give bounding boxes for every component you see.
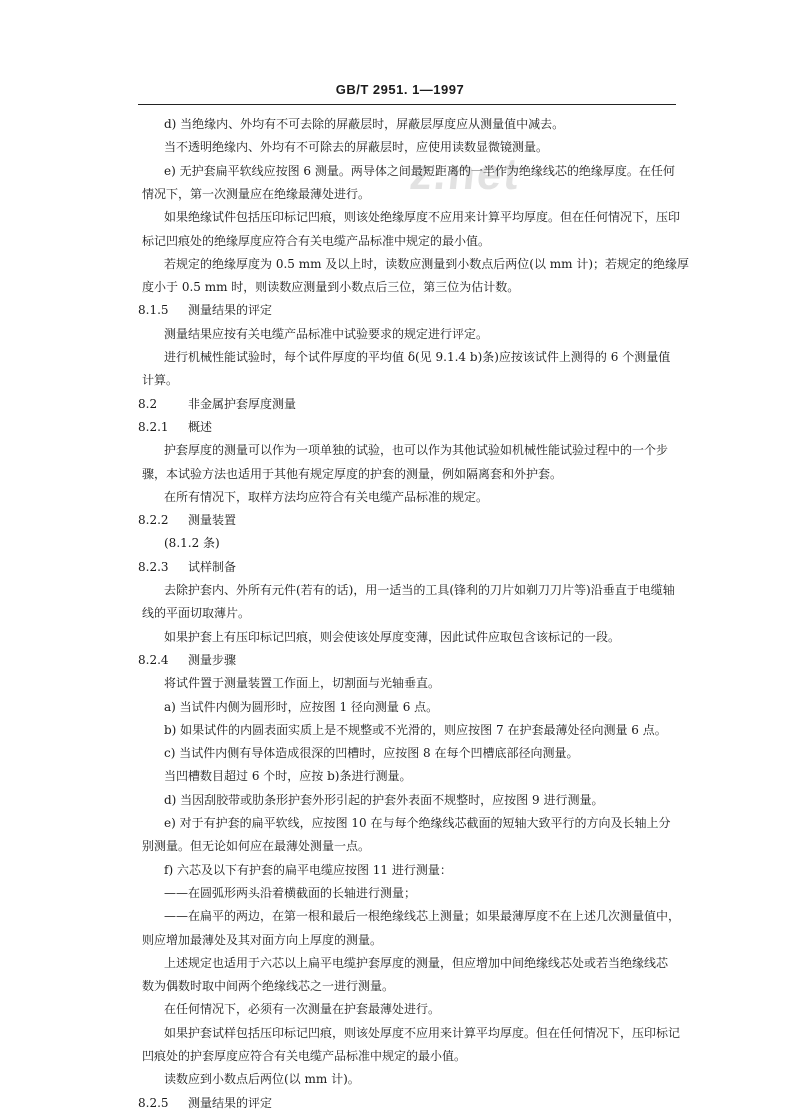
section-number: 8.2.3 — [138, 559, 169, 574]
paragraph-line: 如果绝缘试件包括压印标记凹痕，则该处绝缘厚度不应用来计算平均厚度。但在任何情况下，压印 — [164, 210, 681, 225]
section-number: 8.2 — [138, 396, 158, 411]
paragraph-line: b) 如果试件的内圆表面实质上是不规整或不光滑的，则应按图 7 在护套最薄处径向测量 6 点。 — [164, 722, 667, 737]
paragraph-line: a) 当试件内侧为圆形时，应按图 1 径向测量 6 点。 — [164, 699, 439, 714]
paragraph-line: 上述规定也适用于六芯以上扁平电缆护套厚度的测量，但应增加中间绝缘线芯处或若当绝缘线芯 — [164, 955, 669, 970]
paragraph-line: 将试件置于测量装置工作面上，切割面与光轴垂直。 — [164, 676, 441, 691]
section-heading — [138, 1093, 272, 1113]
section-title: 测量步骤 — [188, 652, 237, 667]
paragraph-line: 标记凹痕处的绝缘厚度应符合有关电缆产品标准中规定的最小值。 — [142, 233, 491, 248]
paragraph-line: 当凹槽数目超过 6 个时，应按 b)条进行测量。 — [164, 769, 412, 784]
section-title: 概述 — [188, 419, 213, 434]
section-heading — [138, 557, 236, 577]
section-number: 8.2.4 — [138, 652, 169, 667]
paragraph-line: 数为偶数时取中间两个绝缘线芯之一进行测量。 — [142, 979, 395, 994]
paragraph-line: 若规定的绝缘厚度为 0.5 mm 及以上时，读数应测量到小数点后两位(以 mm 计)；若规定的绝缘厚 — [164, 256, 690, 271]
section-number: 8.2.5 — [138, 1095, 169, 1110]
paragraph-line: 进行机械性能试验时，每个试件厚度的平均值 δ(见 9.1.4 b)条)应按该试件上测得的 6 个测量值 — [164, 350, 671, 364]
paragraph-line: 凹痕处的护套厚度应符合有关电缆产品标准中规定的最小值。 — [142, 1049, 467, 1063]
section-heading — [138, 417, 212, 437]
paragraph-line: c) 当试件内侧有导体造成很深的凹槽时，应按图 8 在每个凹槽底部径向测量。 — [164, 746, 579, 761]
paragraph-line: e) 对于有护套的扁平软线，应按图 10 在与每个绝缘线芯截面的短轴大致平行的方向及长轴上分 — [164, 816, 671, 830]
paragraph-line: 如果护套试样包括压印标记凹痕，则该处厚度不应用来计算平均厚度。但在任何情况下，压印标记 — [164, 1025, 681, 1040]
paragraph-line: 情况下，第一次测量应在绝缘最薄处进行。 — [142, 186, 371, 201]
paragraph-line: 线的平面切取薄片。 — [142, 606, 251, 621]
section-heading — [138, 394, 296, 414]
section-title: 非金属护套厚度测量 — [188, 396, 297, 411]
paragraph-line: 测量结果应按有关电缆产品标准中试验要求的规定进行评定。 — [164, 326, 489, 341]
watermark: z.net — [407, 150, 523, 199]
section-title: 试样制备 — [188, 559, 237, 574]
paragraph-line: e) 无护套扁平软线应按图 6 测量。两导体之间最短距离的一半作为绝缘线芯的绝缘厚度。在任何 — [164, 163, 675, 178]
paragraph-line: d) 当因刮胶带或肋条形护套外形引起的护套外表面不规整时，应按图 9 进行测量。 — [164, 792, 604, 807]
section-number: 8.2.2 — [138, 513, 169, 528]
header-rule — [138, 104, 676, 105]
paragraph-line: 去除护套内、外所有元件(若有的话)，用一适当的工具(锋利的刀片如剃刀刀片等)沿垂直于电缆轴 — [164, 583, 675, 597]
paragraph-line: 骤，本试验方法也适用于其他有规定厚度的护套的测量，例如隔离套和外护套。 — [142, 466, 563, 481]
paragraph-line: ——在扁平的两边，在第一根和最后一根绝缘线芯上测量；如果最薄厚度不在上述几次测量值中， — [164, 909, 681, 924]
paragraph-line: 计算。 — [142, 373, 179, 388]
paragraph-line: 在任何情况下，必须有一次测量在护套最薄处进行。 — [164, 1002, 441, 1017]
section-number: 8.1.5 — [138, 303, 169, 318]
paragraph-line: (8.1.2 条) — [164, 536, 220, 551]
page-header: GB/T 2951. 1—1997 — [335, 82, 465, 97]
paragraph-line: 则应增加最薄处及其对面方向上厚度的测量。 — [142, 932, 383, 947]
paragraph-line: d) 当绝缘内、外均有不可去除的屏蔽层时，屏蔽层厚度应从测量值中减去。 — [164, 117, 565, 131]
section-title: 测量装置 — [188, 513, 237, 528]
paragraph-line: 别测量。但无论如何应在最薄处测量一点。 — [142, 839, 371, 854]
paragraph-line: f) 六芯及以下有护套的扁平电缆应按图 11 进行测量： — [164, 862, 452, 877]
section-heading — [138, 650, 236, 670]
section-title: 测量结果的评定 — [188, 303, 273, 318]
paragraph-line: 如果护套上有压印标记凹痕，则会使该处厚度变薄，因此试件应取包含该标记的一段。 — [164, 629, 621, 644]
section-heading — [138, 300, 272, 320]
paragraph-line: 读数应到小数点后两位(以 mm 计)。 — [164, 1072, 360, 1087]
paragraph-line: 护套厚度的测量可以作为一项单独的试验，也可以作为其他试验如机械性能试验过程中的一个步 — [164, 443, 669, 458]
paragraph-line: 当不透明绝缘内、外均有不可除去的屏蔽层时，应使用读数显微镜测量。 — [164, 140, 549, 155]
section-number: 8.2.1 — [138, 419, 169, 434]
section-heading — [138, 510, 236, 530]
paragraph-line: 度小于 0.5 mm 时，则读数应测量到小数点后三位，第三位为估计数。 — [142, 280, 520, 295]
paragraph-line: 在所有情况下，取样方法均应符合有关电缆产品标准的规定。 — [164, 489, 489, 504]
section-title: 测量结果的评定 — [188, 1095, 273, 1110]
paragraph-line: ——在圆弧形两头沿着横截面的长轴进行测量； — [164, 885, 417, 900]
